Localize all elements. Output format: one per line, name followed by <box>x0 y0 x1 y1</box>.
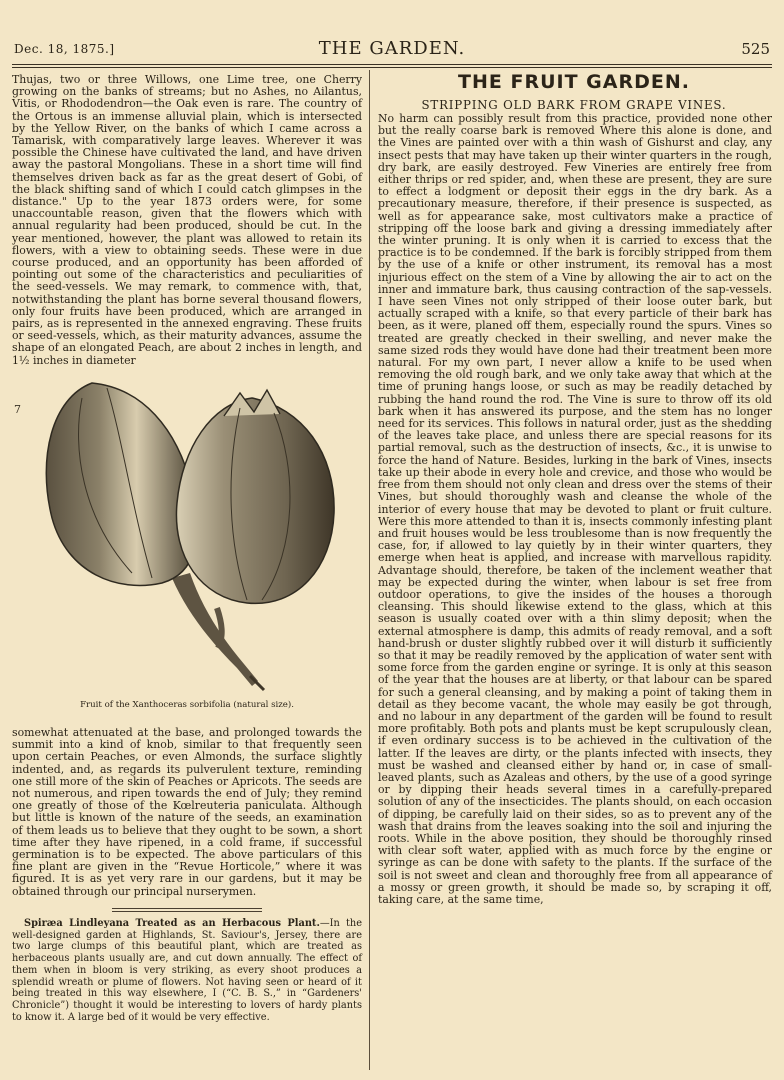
issue-date: Dec. 18, 1875.] <box>14 42 115 56</box>
header-rule-thin <box>12 67 772 68</box>
spiraea-note <box>12 918 362 1023</box>
section-heading: THE FRUIT GARDEN. <box>458 71 690 93</box>
left-column-text-bottom <box>12 727 362 898</box>
article-title: STRIPPING OLD BARK FROM GRAPE VINES. <box>421 98 727 112</box>
figure-caption: Fruit of the Xanthoceras sorbifolia (natural size). <box>80 700 294 710</box>
fruit-engraving <box>12 368 362 698</box>
note-body: —In the well-designed garden at Highlands, St. Saviour's, Jersey, there are two large clumps of this beautiful plant, which are treated as herbaceous plants usually are, and cut down annually. The effect of them when in bloom is very striking, as every shoot produces a splendid wreath or plume of flowers. Not having seen or heard of it being treated in this way elsewhere, I (“C. B. S.,” in “Gardeners' Chronicle”) thought it would be interesting to lovers of hardy plants to know it. A large bed of it would be very effective. <box>12 918 362 1023</box>
right-column-text <box>378 113 772 906</box>
column-divider <box>369 70 370 1070</box>
left-column-text-top <box>12 74 362 367</box>
section-rule-thin <box>112 911 262 912</box>
note-heading: Spiræa Lindleyana Treated as an Herbacous Plant. <box>24 918 320 929</box>
article-paragraph: No harm can possibly result from this practice, provided none other but the really coarse bark is removed Where this alone is done, and the Vines are painted over with a thin wash of Gishurst and clay, any insect pests that may have taken up their winter quarters in the rough, dry bark, are easily destroyed. Few Vineries are entirely free from either thrips or red spider, and, when these are present, they are sure to effect a lodgment or deposit their eggs in the dry bark. As a precautionary measure, therefore, if their presence is suspected, as well as for appearance sake, most cultivators make a practice of stripping off the loose bark and giving a dressing immediately after the winter pruning. It is only when it is carried to excess that the practice is to be condemned. If the bark is forcibly stripped from them by the use of a knife or other instrument, its removal has a most injurious effect on the stem of a Vine by allowing the air to act on the inner and immature bark, thus causing contraction of the sap-vessels. I have seen Vines not only stripped of their loose outer bark, but actually scraped with a knife, so that every particle of their bark has been, as it were, planed off them, especially round the spurs. Vines so treated are greatly checked in their swelling, and never make the same sized rods they would have done had their treatment been more natural. For my own part, I never allow a knife to be used when removing the old rough bark, and we only take away that which at the time of pruning hangs loose, or such as may be readily detached by rubbing the hand round the rod. The Vine is sure to throw off its old bark when it has answered its purpose, and the stem has no longer need for its services. This follows in natural order, just as the shedding of the leaves take place, and unless there are special reasons for its partial removal, such as the destruction of insects, &c., it is unwise to force the hand of Nature. Besides, lurking in the bark of Vines, insects take up their abode in every hole and crevice, and those who would be free from them should not only clean and dress over the stems of their Vines, but should thoroughly wash and cleanse the whole of the interior of every house that may be devoted to plant or fruit culture. Were this more attended to than it is, insects commonly infesting plant and fruit houses would be less troublesome than is now frequently the case, for, if allowed to lay quietly by in their winter quarters, they emerge when heat is applied, and increase with marvellous rapidity. Advantage should, therefore, be taken of the inclement weather that may be expected during the winter, when labour is set free from outdoor operations, to give the insides of the houses a thorough cleansing. This should likewise extend to the glass, which at this season is usually coated over with a thin slimy deposit; when the external atmosphere is damp, this admits of ready removal, and a soft hand-brush or duster slightly rubbed over it will disturb it sufficiently so that it may be readily removed by the application of water sent with some force from the garden engine or syringe. It is only at this season of the year that the houses are at liberty, or that labour can be spared for such a general cleansing, and by making a point of taking them in detail as they become vacant, the whole may easily be got through, and no labour in any department of the garden will be found to result more profitably. Both pots and plants must be kept scrupulously clean, if even ordinary success is to be achieved in the cultivation of the latter. If the leaves are dirty, or the plants infected with insects, they must be washed and cleansed either by hand or, in case of small-leaved plants, such as Azaleas and others, by the use of a good syringe or by dipping their heads several times in a carefully-prepared solution of any of the insecticides. The plants should, on each occasion of dipping, be carefully laid on their sides, so as to prevent any of the wash that drains from the leaves soaking into the soil and injuring the roots. While in the above position, they should be thoroughly rinsed with clear soft water, applied with as much force by the engine or syringe as can be done with safety to the plants. If the surface of the soil is not sweet and clean and thoroughly free from all appearance of a mossy or green growth, it should be made so, by scraping it off, taking care, at the same time, <box>378 112 772 906</box>
page-header <box>12 36 772 62</box>
article-paragraph: Thujas, two or three Willows, one Lime tree, one Cherry growing on the banks of streams; but no Ashes, no Ailantus, Vitis, or Rhododendron—the Oak even is rare. The country of the Ortous is an immense alluvial plain, which is intersected by the Yellow River, on the banks of which I came across a Tamarisk, with comparatively large leaves. Wherever it was possible the Chinese have cultivated the land, and have driven away the pastoral Mongolians. These in a short time will find themselves driven back as far as the great desert of Gobi, of the black shifting sand of which I could catch glimpses in the distance." Up to the year 1873 orders were, for some unaccountable reason, given that the flowers which with annual regularity had been produced, should be cut. In the year mentioned, however, the plant was allowed to retain its flowers, with a view to obtaining seeds. These were in due course produced, and an opportunity has been afforded of pointing out some of the characteristics and peculiarities of the seed-vessels. We may remark, to commence with, that, notwithstanding the plant has borne several thousand flowers, only four fruits have been produced, which are arranged in pairs, as is represented in the annexed engraving. These fruits or seed-vessels, which, as their maturity advances, assume the shape of an elongated Peach, are about 2 inches in length, and 1½ inches in diameter <box>12 73 362 367</box>
engraving-mark: 7 <box>14 403 21 416</box>
section-rule <box>112 908 262 909</box>
header-rule <box>12 64 772 65</box>
page-number: 525 <box>741 40 770 58</box>
xanthoceras-fruit-illustration <box>12 368 362 698</box>
publication-title: THE GARDEN. <box>318 38 466 59</box>
article-paragraph: somewhat attenuated at the base, and prolonged towards the summit into a kind of knob, similar to that frequently seen upon certain Peaches, or even Almonds, the surface slightly indented, and, as regards its pulverulent texture, reminding one still more of the skin of Peaches or Apricots. The seeds are not numerous, and ripen towards the end of July; they remind one greatly of those of the Kœlreuteria paniculata. Although but little is known of the nature of the seeds, an examination of them leads us to believe that they ought to be sown, a short time after they have ripened, in a cold frame, if successful germination is to be expected. The above particulars of this fine plant are given in the “Revue Horticole,” where it was figured. It is as yet very rare in our gardens, but it may be obtained through our principal nurserymen. <box>12 726 362 898</box>
